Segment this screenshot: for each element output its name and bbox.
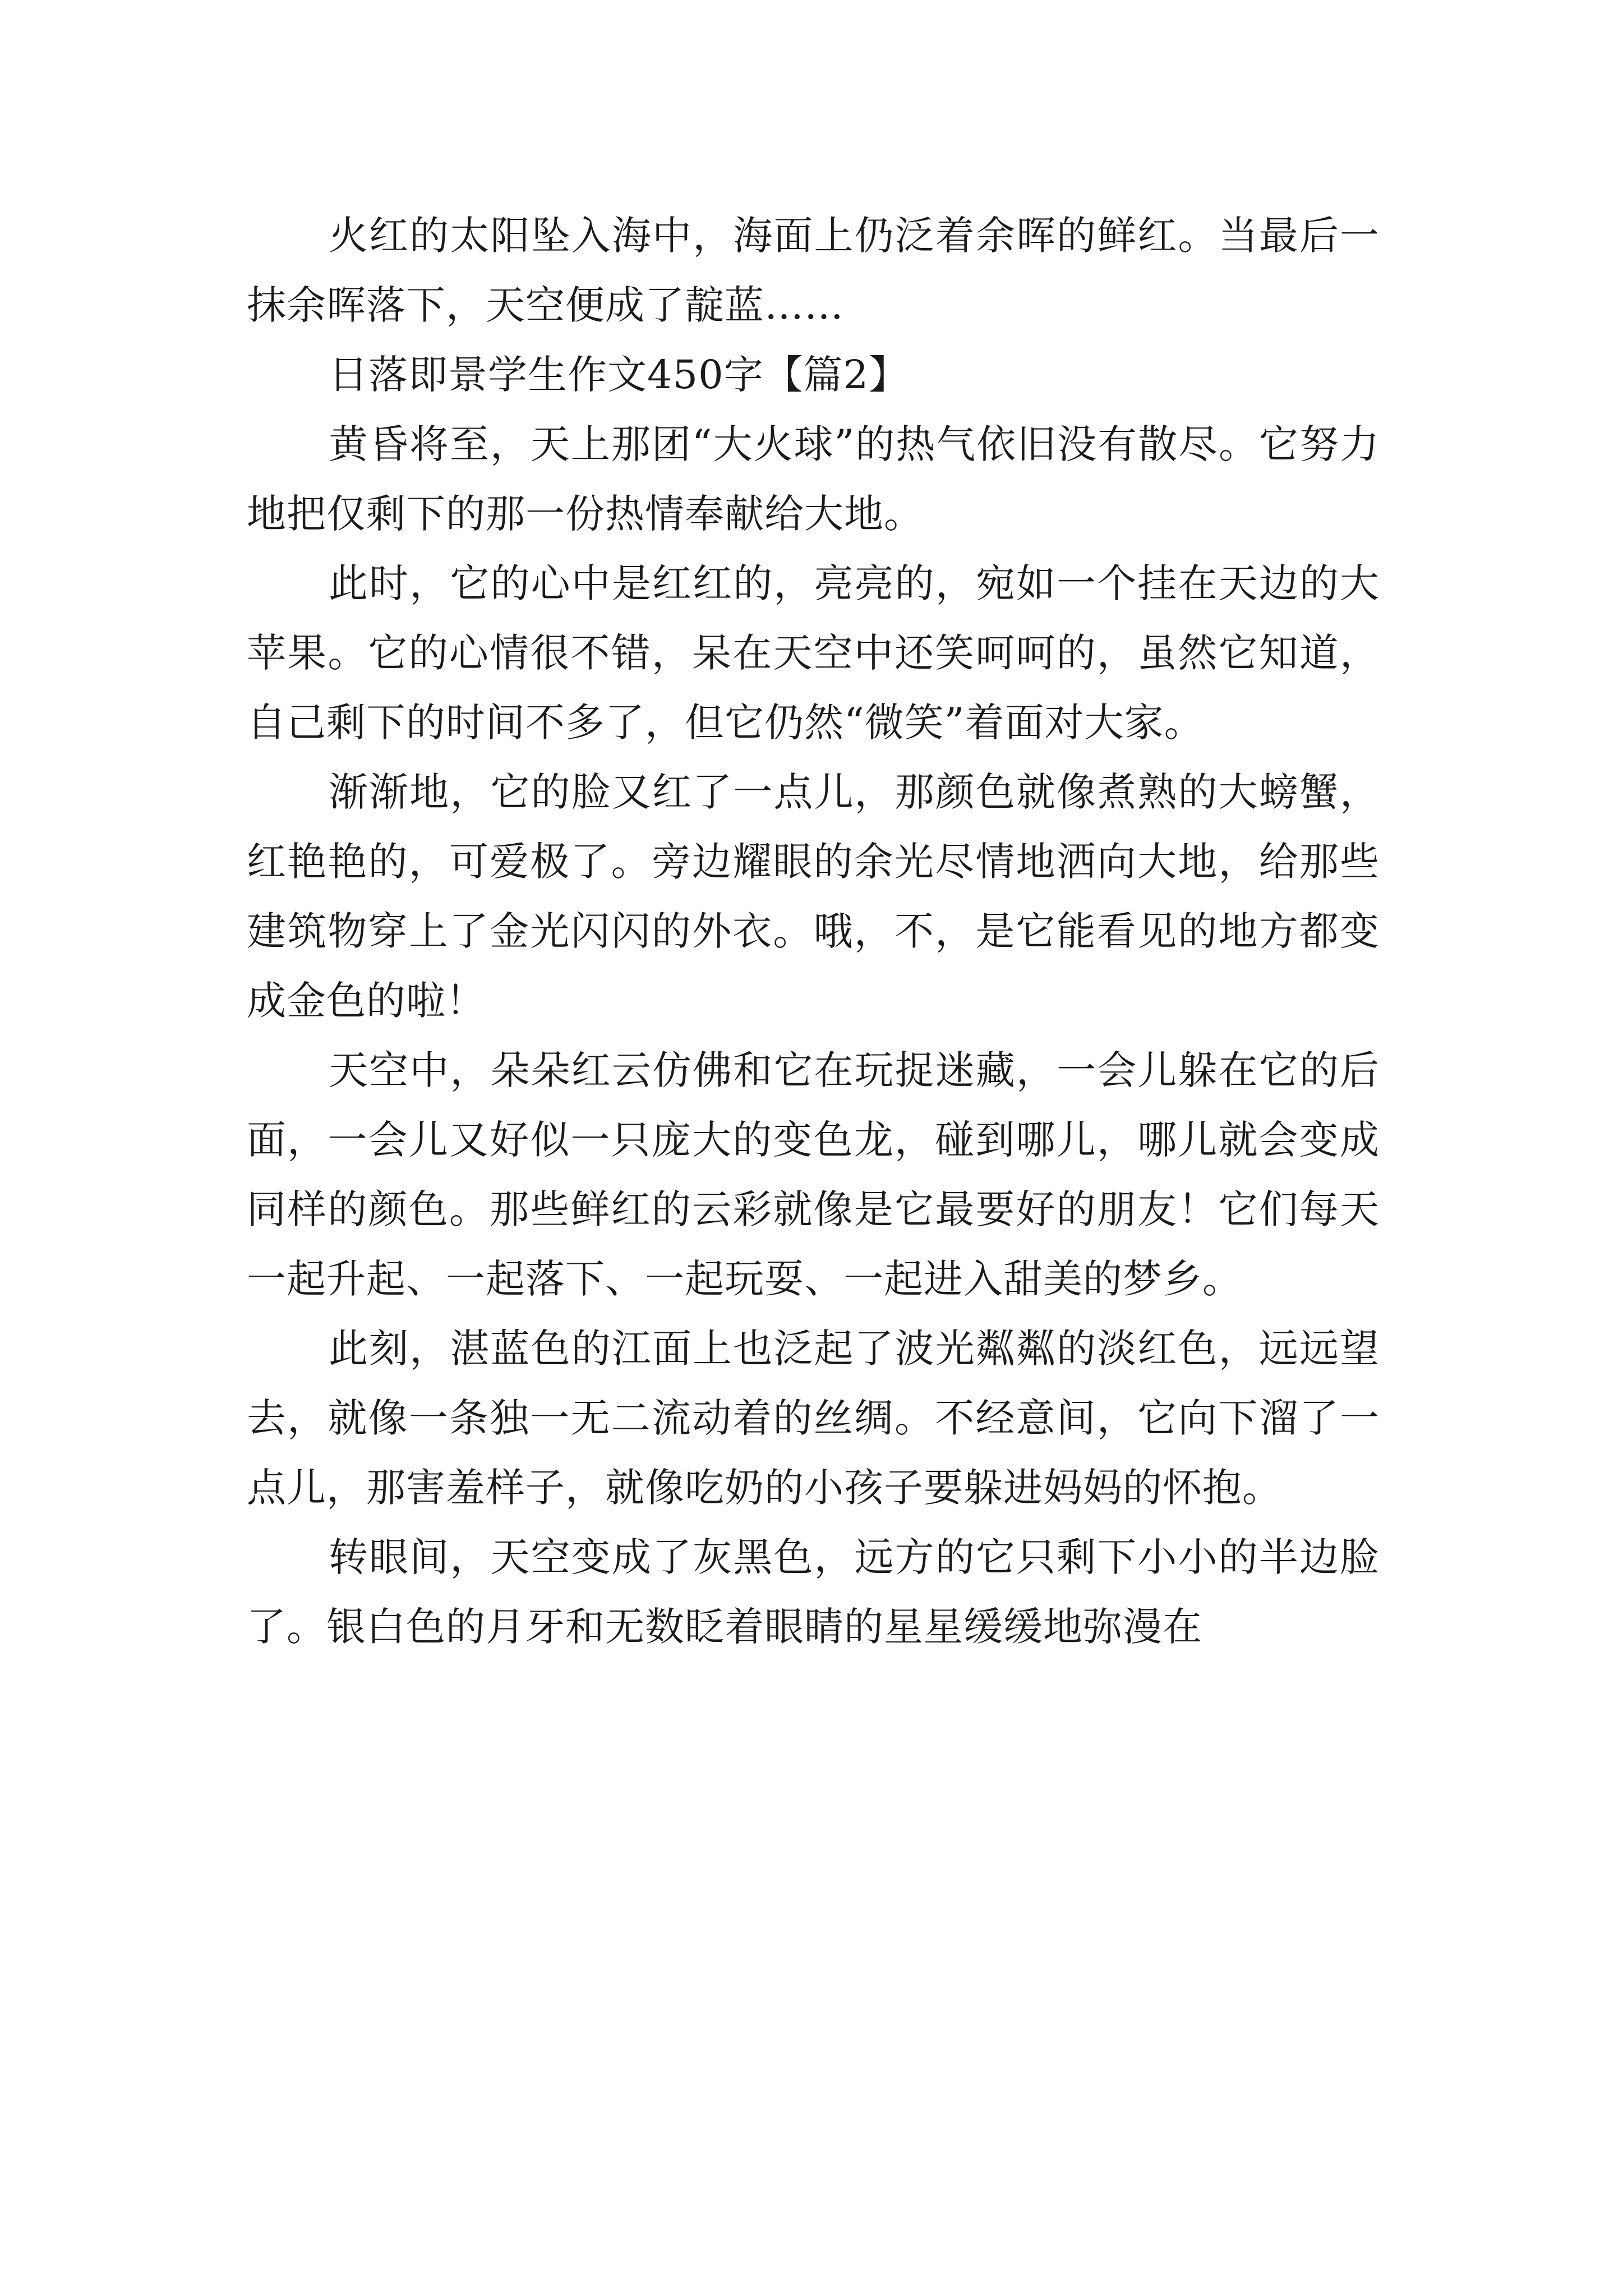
paragraph-4: 渐渐地，它的脸又红了一点儿，那颜色就像煮熟的大螃蟹，红艳艳的，可爱极了。旁边耀眼的余光尽情地洒向大地，给那些建筑物穿上了金光闪闪的外衣。哦，不，是它能看见的地方都变成金色的啦！ — [247, 769, 1380, 1024]
paragraph-7: 转眼间，天空变成了灰黑色，远方的它只剩下小小的半边脸了。银白色的月牙和无数眨着眼睛的星星缓缓地弥漫在 — [247, 1534, 1380, 1650]
article-section-title: 日落即景学生作文450字【篇2】 — [329, 352, 909, 398]
paragraph-2: 黄昏将至，天上那团“大火球”的热气依旧没有散尽。它努力地把仅剩下的那一份热情奉献给大地。 — [247, 421, 1380, 537]
paragraph-6: 此刻，湛蓝色的江面上也泛起了波光粼粼的淡红色，远远望去，就像一条独一无二流动着的丝绸。不经意间，它向下溜了一点儿，那害羞样子，就像吃奶的小孩子要躲进妈妈的怀抱。 — [247, 1326, 1380, 1511]
article-body — [247, 201, 1380, 1662]
paragraph-3: 此时，它的心中是红红的，亮亮的，宛如一个挂在天边的大苹果。它的心情很不错，呆在天空中还笑呵呵的，虽然它知道，自己剩下的时间不多了，但它仍然“微笑”着面对大家。 — [247, 560, 1380, 746]
paragraph-1: 火红的太阳坠入海中，海面上仍泛着余晖的鲜红。当最后一抹余晖落下，天空便成了靛蓝…… — [247, 213, 1380, 328]
paragraph-5: 天空中，朵朵红云仿佛和它在玩捉迷藏，一会儿躲在它的后面，一会儿又好似一只庞大的变色龙，碰到哪儿，哪儿就会变成同样的颜色。那些鲜红的云彩就像是它最要好的朋友！它们每天一起升起、一起落下、一起玩耍、一起进入甜美的梦乡。 — [247, 1047, 1380, 1302]
